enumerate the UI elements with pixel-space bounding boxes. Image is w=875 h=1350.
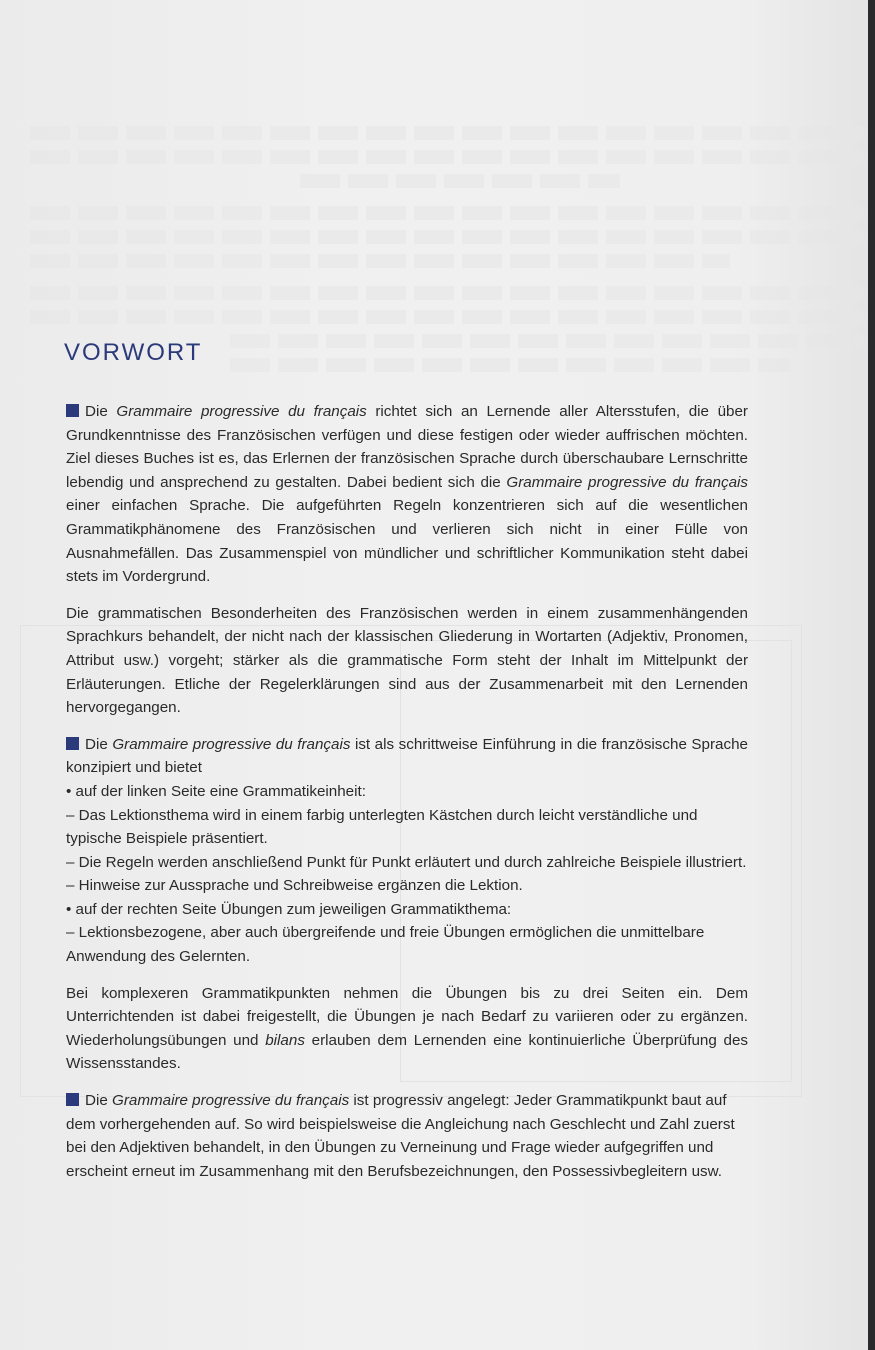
preface-body <box>66 400 748 1183</box>
paragraph-3 <box>66 733 748 969</box>
text: erlauben dem Lernenden eine kontinuierliche Überprüfung des Wissensstandes. <box>66 1031 748 1073</box>
emphasis: bilans <box>265 1031 305 1049</box>
paragraph-2: Die grammatischen Besonderheiten des Französischen werden in einem zusammenhängenden Sprachkurs behandelt, der nicht nach der klassischen Gliederung in Wortarten (Adjektiv, Pronomen, Attribut usw.) vorgeht; stärker als die grammatische Form steht der Inhalt im Mittelpunkt der Erläuterungen. Etliche der Regelerklärungen sind aus der Zusammenarbeit mit den Lernenden hervorgegangen. <box>66 604 748 717</box>
list-item: – Lektionsbezogene, aber auch übergreifende und freie Übungen ermöglichen die unmittelbare Anwendung des Gelernten. <box>66 924 705 966</box>
text: Die <box>85 735 113 753</box>
square-bullet-icon <box>66 1093 79 1106</box>
show-through-line <box>30 310 868 324</box>
list-item: – Das Lektionsthema wird in einem farbig unterlegten Kästchen durch leicht verständliche und typische Beispiele präsentiert. <box>66 806 698 848</box>
show-through-line <box>300 174 620 188</box>
text: Bei komplexeren Grammatikpunkten nehmen die Übungen bis zu drei Seiten ein. Dem Unterrichtenden ist dabei freigestellt, die Übungen je nach Bedarf zu variieren oder zu ergänzen. Wiederholungsübungen und <box>66 984 748 1049</box>
show-through-line <box>30 254 730 268</box>
show-through-line <box>230 358 790 372</box>
show-through-line <box>30 126 868 140</box>
text: richtet sich an Lernende aller Altersstufen, die über Grundkenntnisse des Französischen verfügen und diese festigen oder wieder auffrischen möchten. Ziel dieses Buches ist es, das Erlernen der französischen Sprache durch überschaubare Lernschritte lebendig und ansprechend zu gestalten. Dabei bedient sich die <box>66 403 748 491</box>
paragraph-5 <box>66 1089 748 1183</box>
paragraph-4 <box>66 982 748 1076</box>
list-item: – Hinweise zur Aussprache und Schreibweise ergänzen die Lektion. <box>66 877 523 895</box>
book-title: Grammaire progressive du français <box>112 1092 350 1110</box>
list-item: • auf der linken Seite eine Grammatikeinheit: <box>66 782 366 800</box>
text: Die <box>85 1092 113 1110</box>
text: einer einfachen Sprache. Die aufgeführten Regeln konzentrieren sich auf die wesentlichen Grammatikphänomene des Französischen und verlieren sich nicht in einer Fülle von Ausnahmefällen. Das Zusammenspiel von mündlicher und schriftlicher Kommunikation steht dabei stets im Vordergrund. <box>66 497 748 586</box>
text: ist progressiv angelegt: Jeder Grammatikpunkt baut auf dem vorhergehenden auf. So wird beispielsweise die Angleichung nach Geschlecht und Zahl zuerst bei den Adjektiven behandelt, in den Übungen zu Verneinung und Frage wieder aufgegriffen und erscheint erneut im Zusammenhang mit den Berufsbezeichnungen, den Possessivbegleitern usw. <box>66 1092 735 1180</box>
book-title: Grammaire progressive du français <box>112 735 351 753</box>
text: ist als schrittweise Einführung in die französische Sprache konzipiert und bietet <box>66 735 748 777</box>
page-title: VORWORT <box>64 339 203 366</box>
show-through-line <box>30 286 868 300</box>
list-item: • auf der rechten Seite Übungen zum jeweiligen Grammatikthema: <box>66 900 512 918</box>
show-through-line <box>30 150 868 164</box>
show-through-line <box>30 230 868 244</box>
paragraph-3-intro <box>66 733 748 780</box>
book-title: Grammaire progressive du français <box>506 473 748 491</box>
text: Die <box>85 403 117 420</box>
show-through-line <box>30 206 868 220</box>
paragraph-1 <box>66 400 748 589</box>
book-title: Grammaire progressive du français <box>116 403 367 420</box>
square-bullet-icon <box>66 404 79 417</box>
show-through-line <box>230 334 868 348</box>
list-item: – Die Regeln werden anschließend Punkt für Punkt erläutert und durch zahlreiche Beispiele illustriert. <box>66 853 747 871</box>
square-bullet-icon <box>66 737 79 750</box>
